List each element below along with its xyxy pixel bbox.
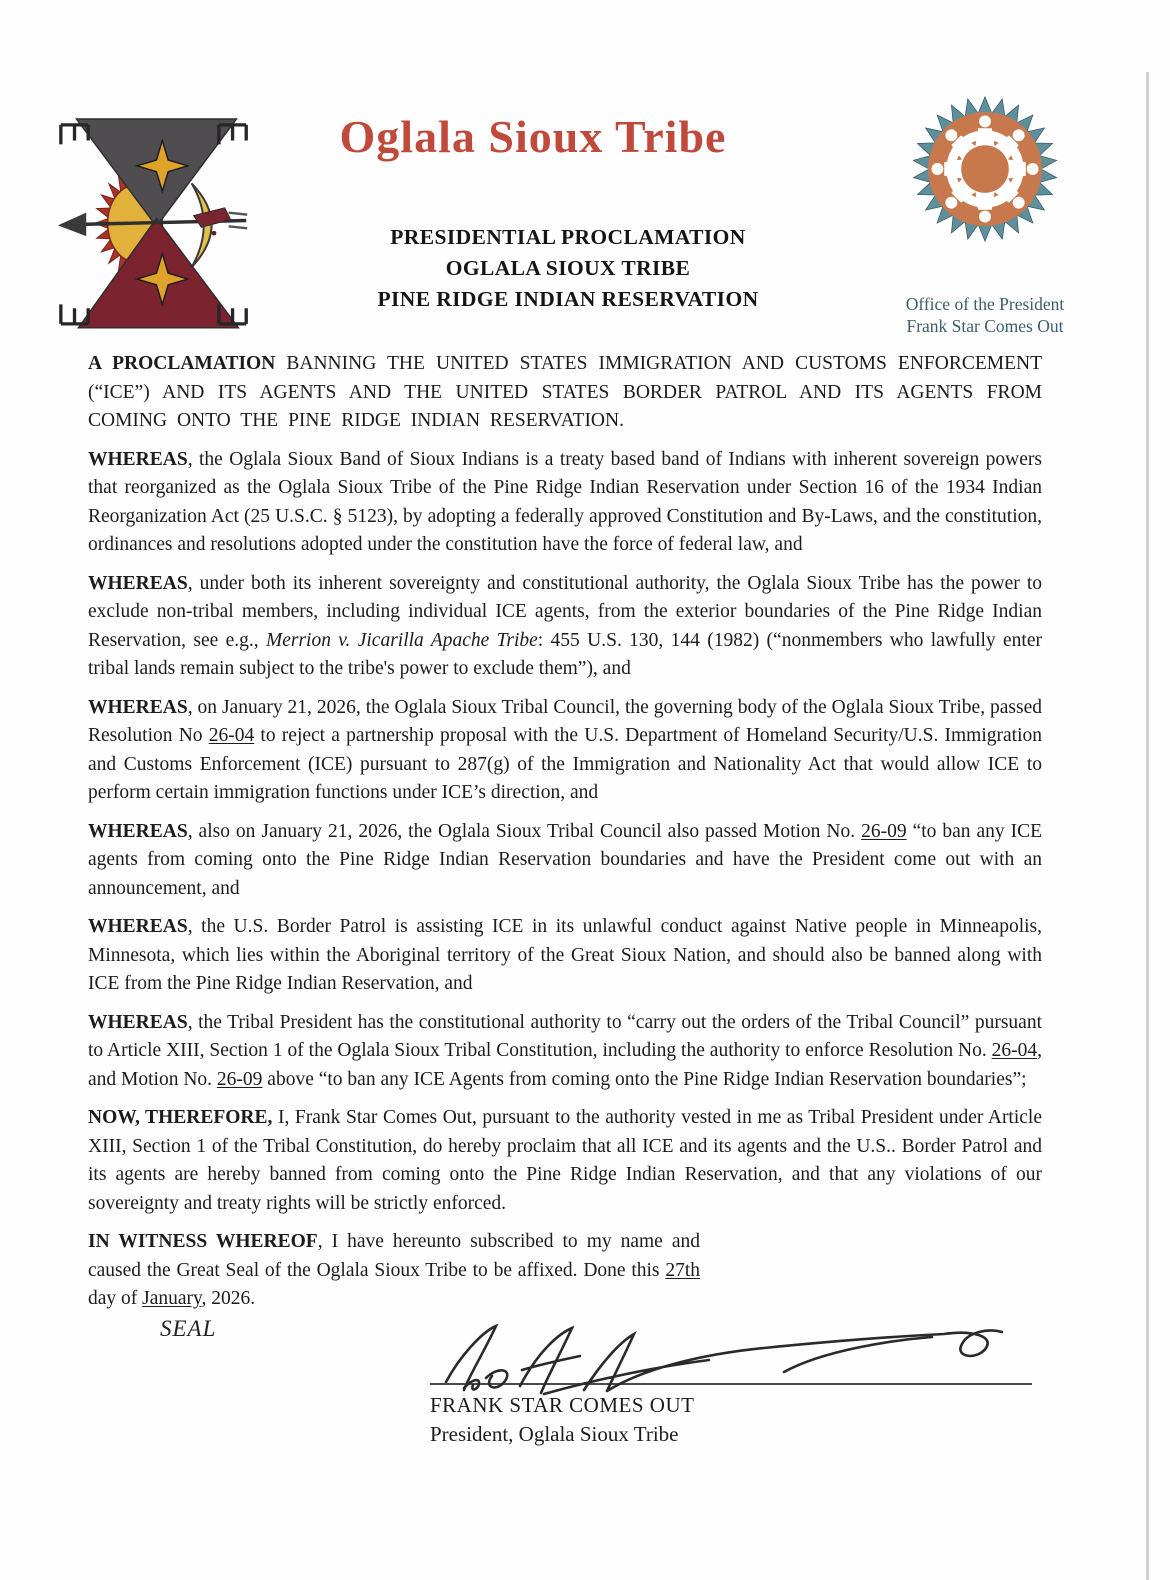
subtitle-line-2: OGLALA SIOUX TRIBE <box>445 256 691 280</box>
proclamation-body <box>88 350 1042 1324</box>
oglala-sioux-flag-emblem-icon <box>55 104 255 336</box>
signatory-title: President, Oglala Sioux Tribe <box>430 1422 679 1446</box>
document-title: Oglala Sioux Tribe <box>339 111 727 162</box>
paragraph-proclamation-banner: A PROCLAMATION BANNING THE UNITED STATES IMMIGRATION AND CUSTOMS ENFORCEMENT (“ICE”) AND ITS AGENTS AND THE UNITED STATES BORDER PATROL AND ITS AGENTS FROM COMING ONTO THE PINE RIDGE INDIAN RESERVATION. <box>88 353 1042 431</box>
paragraph-whereas-4: WHEREAS, also on January 21, 2026, the Oglala Sioux Tribal Council also passed Motion No. 26-09 “to ban any ICE agents from coming onto the Pine Ridge Indian Reservation boundaries and have the President come out with an announcement, and <box>88 820 1042 899</box>
paragraph-whereas-5: WHEREAS, the U.S. Border Patrol is assisting ICE in its unlawful conduct against Native people in Minneapolis, Minnesota, which lies within the Aboriginal territory of the Great Sioux Nation, and should also be banned along with ICE from the Pine Ridge Indian Reservation, and <box>88 916 1042 994</box>
seal-caption-line-2: Frank Star Comes Out <box>906 316 1064 336</box>
paragraph-in-witness-whereof: IN WITNESS WHEREOF, I have hereunto subscribed to my name and caused the Great Seal of the Oglala Sioux Tribe to be affixed. Done this 27th day of January, 2026. <box>88 1231 700 1309</box>
office-of-president-seal-icon <box>900 84 1070 254</box>
paragraph-whereas-3: WHEREAS, on January 21, 2026, the Oglala Sioux Tribal Council, the governing body of the Oglala Sioux Tribe, passed Resolution No 26-04 to reject a partnership proposal with the U.S. Department of Homeland Security/U.S. Immigration and Customs Enforcement (ICE) pursuant to 287(g) of the Immigration and Nationality Act that would allow ICE to perform certain immigration functions under ICE’s direction, and <box>88 696 1042 803</box>
paragraph-whereas-2: WHEREAS, under both its inherent sovereignty and constitutional authority, the Oglala Sioux Tribe has the power to exclude non-tribal members, including individual ICE agents, from the exterior boundaries of the Pine Ridge Indian Reservation, see e.g., Merrion v. Jicarilla Apache Tribe: 455 U.S. 130, 144 (1982) (“nonmembers who lawfully enter tribal lands remain subject to the tribe's power to exclude them”), and <box>88 572 1042 679</box>
signatory-name: FRANK STAR COMES OUT <box>430 1393 695 1417</box>
seal-caption <box>878 293 1092 337</box>
seal-placeholder-label: SEAL <box>160 1316 217 1341</box>
paragraph-now-therefore: NOW, THEREFORE, I, Frank Star Comes Out, pursuant to the authority vested in me as Tribal President under Article XIII, Section 1 of the Tribal Constitution, do hereby proclaim that all ICE and its agents and the U.S.. Border Patrol and its agents are hereby banned from coming onto the Pine Ridge Indian Reservation, and that any violations of our sovereignty and treaty rights will be strictly enforced. <box>88 1107 1042 1214</box>
scan-edge-line <box>1146 72 1149 1580</box>
paragraph-whereas-6: WHEREAS, the Tribal President has the constitutional authority to “carry out the orders of the Tribal Council” pursuant to Article XIII, Section 1 of the Oglala Sioux Tribal Constitution, including the authority to enforce Resolution No. 26-04, and Motion No. 26-09 above “to ban any ICE Agents from coming onto the Pine Ridge Indian Reservation boundaries”; <box>88 1011 1042 1090</box>
subtitle-line-3: PINE RIDGE INDIAN RESERVATION <box>377 287 759 311</box>
seal-caption-line-1: Office of the President <box>905 294 1065 314</box>
document-subtitle <box>268 222 868 315</box>
subtitle-line-1: PRESIDENTIAL PROCLAMATION <box>390 225 746 249</box>
paragraph-whereas-1: WHEREAS, the Oglala Sioux Band of Sioux Indians is a treaty based band of Indians with inherent sovereign powers that reorganized as the Oglala Sioux Tribe of the Pine Ridge Indian Reservation under Section 16 of the 1934 Indian Reorganization Act (25 U.S.C. § 5123), by adopting a federally approved Constitution and By-Laws, and the constitution, ordinances and resolutions adopted under the constitution have the force of federal law, and <box>88 448 1042 555</box>
